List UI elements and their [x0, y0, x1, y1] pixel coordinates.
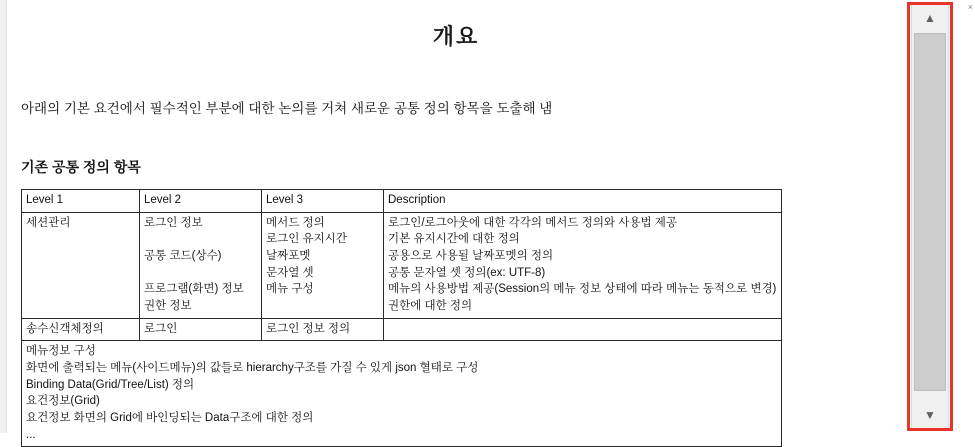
cell-line: 공통 코드(상수): [144, 250, 222, 263]
table-header-cell: Level 2: [140, 190, 262, 213]
table-row-merged: [22, 341, 782, 447]
cell-line: ...: [26, 428, 36, 441]
cell-line: 요건정보(Grid): [26, 395, 100, 408]
cell-line: 송수신객체정의: [26, 322, 104, 335]
cell-line: 세션관리: [26, 216, 71, 229]
cell-line-spacer: [144, 265, 257, 282]
table-cell-level1: [22, 318, 140, 341]
vertical-scrollbar[interactable]: [911, 4, 949, 429]
cell-line: Binding Data(Grid/Tree/List) 정의: [26, 378, 195, 391]
cell-line: 문자열 셋: [266, 266, 314, 279]
cell-line: 권한에 대한 정의: [388, 300, 473, 313]
cell-line: 로그인: [144, 322, 178, 335]
scrollbar-column: [905, 0, 975, 433]
cell-line: 공통 문자열 셋 정의(ex: UTF-8): [388, 266, 546, 279]
cell-line: 로그인 정보 정의: [266, 322, 351, 335]
intro-paragraph: 아래의 기본 요건에서 필수적인 부분에 대한 논의를 거쳐 새로운 공통 정의 항목을 도출해 냄: [21, 101, 553, 116]
table-cell-level3: [262, 212, 384, 318]
document-content: [7, 0, 905, 441]
table-cell-description: [384, 318, 782, 341]
left-gutter: [0, 0, 7, 433]
table-cell-level2: [140, 318, 262, 341]
scrollbar-thumb[interactable]: [914, 33, 946, 391]
table-cell-description: [384, 212, 782, 318]
cell-line: 프로그램(화면) 정보: [144, 283, 244, 296]
cell-line: 메뉴정보 구성: [26, 345, 96, 358]
table-cell-level3: [262, 318, 384, 341]
page-title: 개요: [432, 24, 480, 49]
table-cell-level2: [140, 212, 262, 318]
cell-line: 메서드 정의: [266, 216, 325, 229]
table-cell-level1: [22, 212, 140, 318]
table-row: [22, 212, 782, 318]
table-header-cell: Level 3: [262, 190, 384, 213]
scroll-down-arrow-icon[interactable]: ▼: [912, 402, 948, 428]
cell-line: 로그인 유지시간: [266, 233, 347, 246]
table-row: [22, 318, 782, 341]
cell-line: 메뉴 구성: [266, 283, 314, 296]
cell-line: 권한 정보: [144, 300, 192, 313]
section-heading: 기존 공통 정의 항목: [21, 159, 141, 175]
cell-line: 요건정보 화면의 Grid에 바인딩되는 Data구조에 대한 정의: [26, 412, 314, 425]
cell-line: 화면에 출력되는 메뉴(사이드메뉴)의 값들로 hierarchy구조를 가질 수 있게 json 혈태로 구성: [26, 362, 479, 375]
table-header-cell: Description: [384, 190, 782, 213]
table-cell-merged: [22, 341, 782, 447]
cell-line: 공용으로 사용될 날짜포멧의 정의: [388, 250, 554, 263]
cell-line: 기본 유지시간에 대한 정의: [388, 233, 520, 246]
common-definition-table: [21, 189, 782, 447]
table-header-row: [22, 190, 782, 213]
cell-line: 로그인/로그아웃에 대한 각각의 메서드 정의와 사용법 제공: [388, 216, 677, 229]
scroll-up-arrow-icon[interactable]: ▲: [912, 5, 948, 31]
cell-line: 로그인 정보: [144, 216, 203, 229]
table-header-cell: Level 1: [22, 190, 140, 213]
cell-line: 메뉴의 사용방법 제공(Session의 메뉴 정보 상태에 따라 메뉴는 동적으로 변경): [388, 283, 777, 296]
cell-line-spacer: [144, 231, 257, 248]
cell-line: 날짜포멧: [266, 250, 311, 263]
close-icon[interactable]: ×: [967, 2, 973, 12]
